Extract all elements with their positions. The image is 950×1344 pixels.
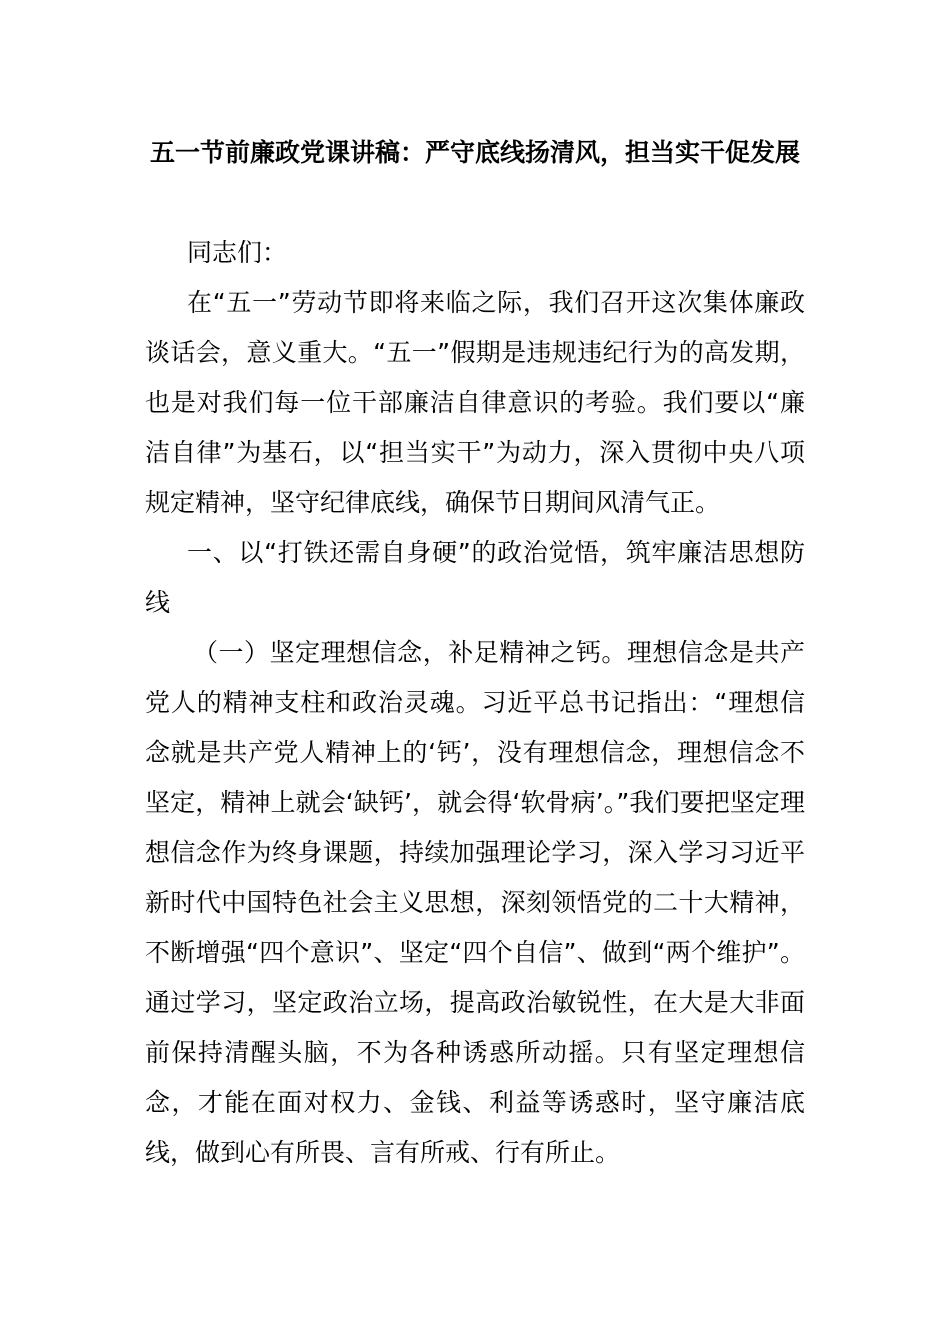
salutation: 同志们： (187, 238, 288, 267)
paragraph-subsection-1: （一）坚定理想信念，补足精神之钙。理想信念是共产党人的精神支柱和政治灵魂。习近平总书记指出：“理想信念就是共产党人精神上的‘钙’，没有理想信念，理想信念不坚定，精神上就会‘缺钙’，就会得‘软骨病’。”我们要把坚定理想信念作为终身课题，持续加强理论学习，深入学习习近平新时代中国特色社会主义思想，深刻领悟党的二十大精神，不断增强“四个意识”、坚定“四个自信”、做到“两个维护”。通过学习，坚定政治立场，提高政治敏锐性，在大是大非面前保持清醒头脑，不为各种诱惑所动摇。只有坚定理想信念，才能在面对权力、金钱、利益等诱惑时，坚守廉洁底线，做到心有所畏、言有所戒、行有所止。 (145, 638, 805, 1167)
document-title: 五一节前廉政党课讲稿：严守底线扬清风，担当实干促发展 (149, 138, 800, 167)
paragraph-intro: 在“五一”劳动节即将来临之际，我们召开这次集体廉政谈话会，意义重大。“五一”假期是违规违纪行为的高发期，也是对我们每一位干部廉洁自律意识的考验。我们要以“廉洁自律”为基石，以“担当实干”为动力，深入贯彻中央八项规定精神，坚守纪律底线，确保节日期间风清气正。 (145, 288, 805, 517)
section-heading-1: 一、以“打铁还需自身硬”的政治觉悟，筑牢廉洁思想防线 (145, 538, 805, 617)
